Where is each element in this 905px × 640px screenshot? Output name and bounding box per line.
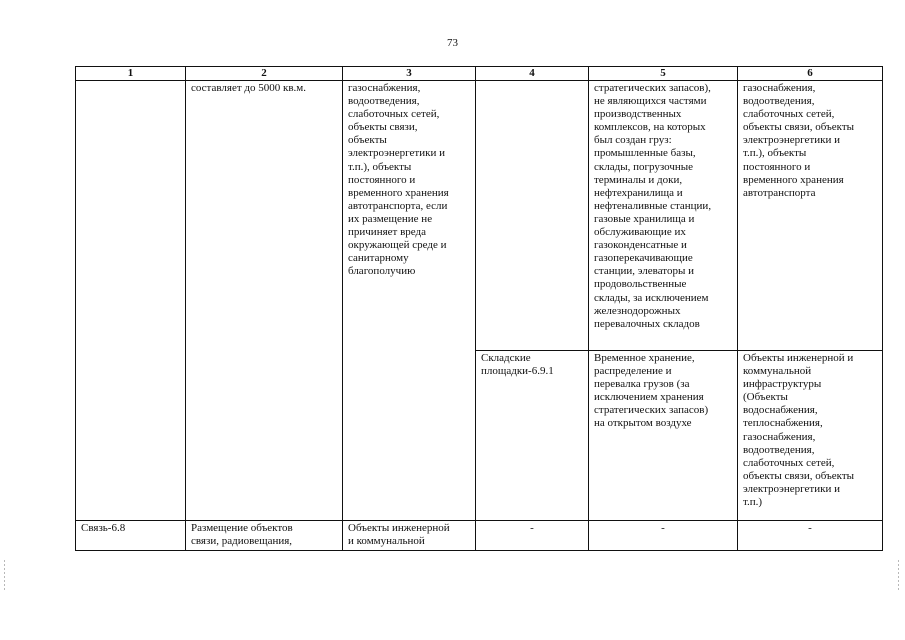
cell-row1-col4 <box>476 81 589 351</box>
cell-warehouse-col5 <box>589 351 738 521</box>
header-col-3: 3 <box>343 67 476 81</box>
header-col-4: 4 <box>476 67 589 81</box>
cell-text: - <box>808 522 812 534</box>
header-col-6: 6 <box>738 67 883 81</box>
table-row <box>76 81 883 351</box>
cell-warehouse-col6 <box>738 351 883 521</box>
cell-text: Размещение объектов связи, радиовещания, <box>191 522 293 548</box>
cell-row1-col6 <box>738 81 883 351</box>
cell-text: - <box>661 522 665 534</box>
cell-text: Объекты инженерной и коммунальной <box>348 522 450 548</box>
header-row <box>76 67 883 81</box>
cell-text: - <box>530 522 534 534</box>
cell-row2-col5 <box>589 521 738 551</box>
cell-text: Объекты инженерной и коммунальной инфраструктуры (Объекты водоснабжения, теплоснабжения, газоснабжения, водоотведения, слаботочных сетей, объекты связи, объекты электроэнергетики и т.п.) <box>743 352 855 509</box>
header-col-5: 5 <box>589 67 738 81</box>
cell-row2-col3 <box>343 521 476 551</box>
cell-text: Временное хранение, распределение и перевалка грузов (за исключением хранения стратегических запасов) на открытом воздухе <box>594 352 709 430</box>
cell-row2-col4 <box>476 521 589 551</box>
cell-warehouse-col4 <box>476 351 589 521</box>
cell-row1-col3 <box>343 81 476 521</box>
cell-row1-col2 <box>186 81 343 521</box>
cell-row2-col6 <box>738 521 883 551</box>
cell-row1-col5 <box>589 81 738 351</box>
cell-text: составляет до 5000 кв.м. <box>191 82 306 94</box>
right-scan-mark <box>898 560 899 590</box>
zoning-table <box>75 66 883 551</box>
table-row <box>76 521 883 551</box>
cell-row1-col1 <box>76 81 186 521</box>
header-col-2: 2 <box>186 67 343 81</box>
header-col-1: 1 <box>76 67 186 81</box>
cell-text: Складские площадки-6.9.1 <box>481 352 554 378</box>
cell-row2-col1 <box>76 521 186 551</box>
left-scan-mark <box>4 560 5 590</box>
page-number: 73 <box>447 37 458 49</box>
cell-row2-col2 <box>186 521 343 551</box>
cell-text: Связь-6.8 <box>81 522 126 534</box>
cell-text: стратегических запасов), не являющихся частями производственных комплексов, на которых был создан груз: промышленные базы, склады, погрузочные терминалы и доки, нефтехранилища и нефтеналивные станции, газовые хранилища и обслуживающие их газоконденсатные и газоперекачивающие станции, элеваторы и продовольственные склады, за исключением железнодорожных перевалочных складов <box>594 82 712 330</box>
cell-text: газоснабжения, водоотведения, слаботочных сетей, объекты связи, объекты электроэнергетики и т.п.), объекты постоянного и временного хранения автотранспорта, если их размещение не причиняет вреда окружающей среде и санитарному благополучию <box>348 82 449 278</box>
cell-text: газоснабжения, водоотведения, слаботочных сетей, объекты связи, объекты электроэнергетики и т.п.), объекты постоянного и временного хранения автотранспорта <box>743 82 855 199</box>
